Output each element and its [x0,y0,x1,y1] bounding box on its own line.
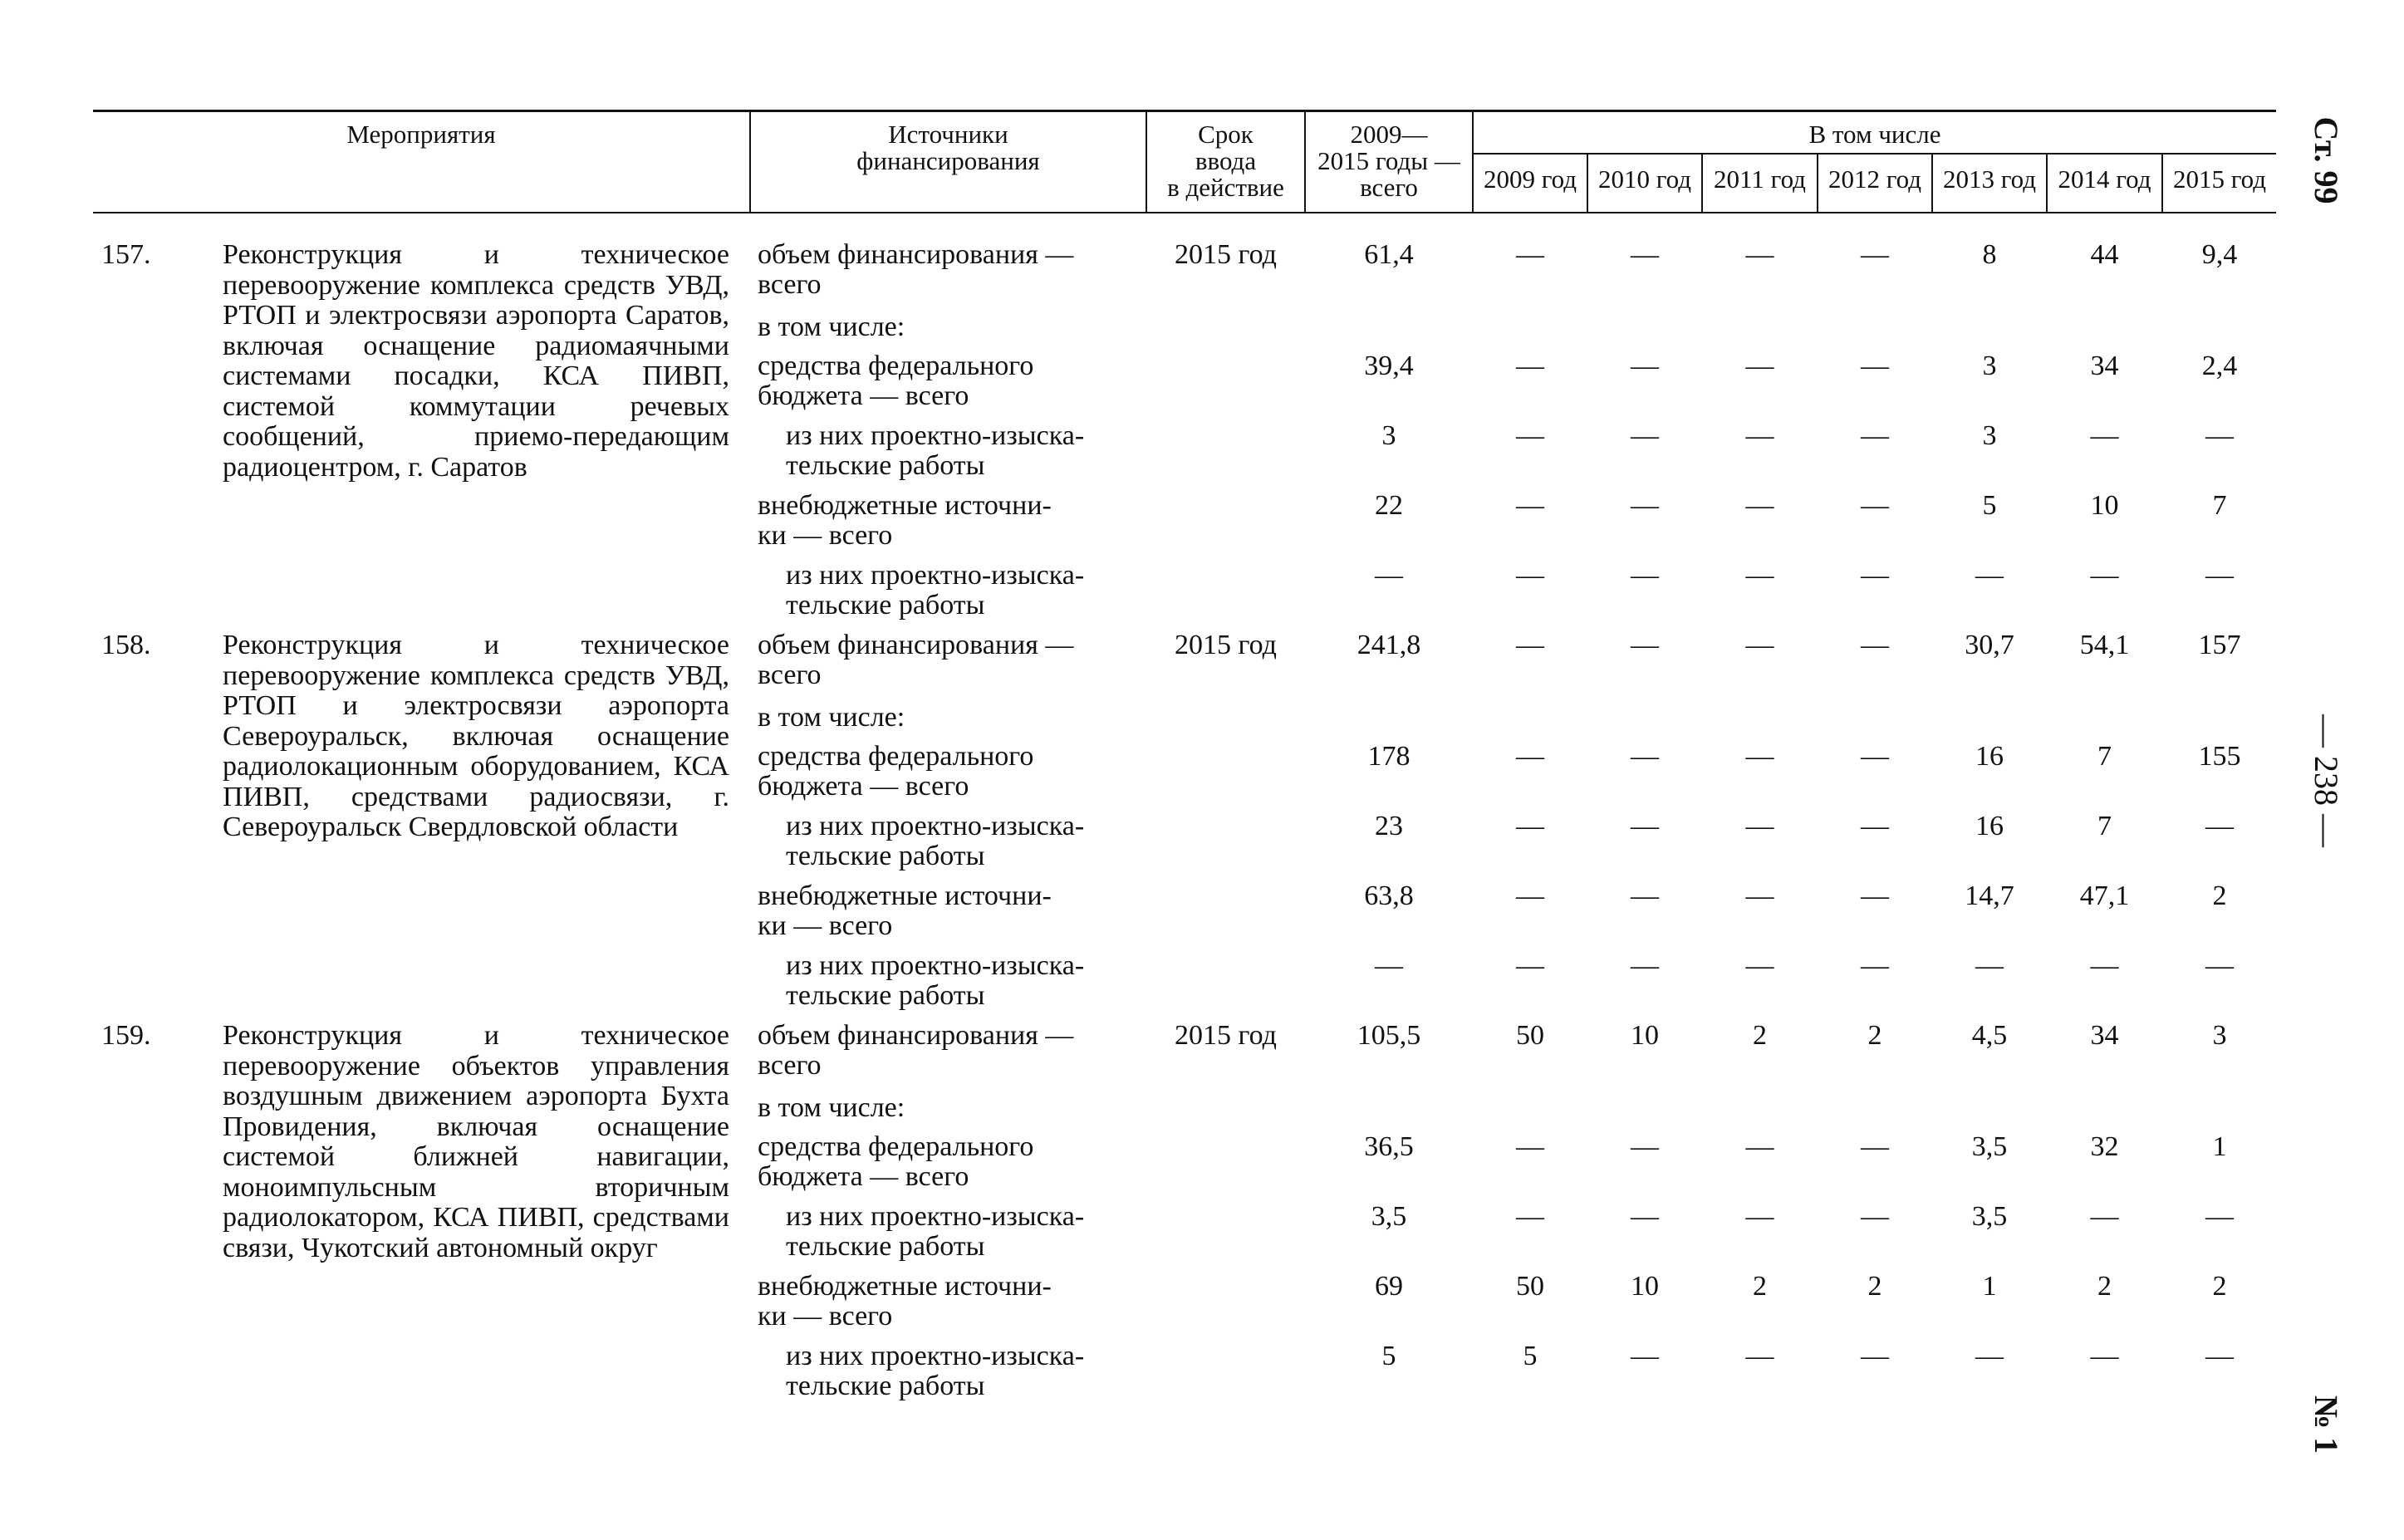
year-cell: 8 [1982,239,1997,270]
source-line: средства федерального [758,741,1034,772]
total-cell: — [1375,950,1403,981]
source-label [758,1021,1127,1081]
year-cell: 30,7 [1965,630,2014,660]
header-bottom-rule [93,212,2276,213]
year-cell: 47,1 [2079,880,2130,911]
year-cell: — [1631,1201,1659,1232]
year-cell: — [1631,1341,1659,1371]
year-cell: — [2205,950,2234,981]
source-label [786,421,1127,481]
year-cell: — [2205,1201,2234,1232]
source-line: в том числе: [758,702,905,733]
total-cell: 63,8 [1364,880,1414,911]
year-cell: — [2090,1201,2119,1232]
year-cell: 2 [2212,1271,2227,1302]
year-cell: 5 [1523,1341,1538,1371]
header-term [1147,121,1304,201]
source-line: тельские работы [786,450,985,481]
year-cell: — [2090,950,2119,981]
year-cell: 2 [2097,1271,2112,1302]
source-line: всего [758,269,822,300]
total-cell: 178 [1367,741,1411,772]
year-cell: — [1516,630,1544,660]
year-cell: — [1631,490,1659,521]
year-cell: — [1631,239,1659,270]
year-cell: 10 [1631,1020,1659,1051]
header-term-line: Срок [1198,120,1254,149]
entry-term: 2015 год [1175,630,1277,660]
year-cell: 7 [2212,490,2227,521]
year-cell: — [1861,1341,1889,1371]
year-cell: — [1745,630,1774,660]
header-year: 2014 год [2058,164,2151,194]
source-label [758,312,1127,342]
year-cell: — [1631,741,1659,772]
year-cell: 2 [1867,1271,1882,1302]
source-label [786,951,1127,1011]
source-line: бюджета — всего [758,380,969,411]
year-cell: — [1516,490,1544,521]
header-total [1306,121,1472,201]
source-label [758,742,1127,802]
year-cell: — [1861,490,1889,521]
entry-number: 159. [101,1020,151,1051]
source-label [758,1132,1127,1192]
source-label [758,630,1127,690]
source-label [758,351,1127,411]
year-cell: 10 [2090,490,2119,521]
source-line: ки — всего [758,1301,893,1332]
source-line: тельские работы [786,980,985,1011]
year-cell: — [1516,239,1544,270]
source-label [758,1093,1127,1123]
source-line: внебюджетные источни- [758,490,1052,521]
source-line: ки — всего [758,520,893,551]
source-line: внебюджетные источни- [758,880,1052,911]
year-cell: — [1631,1131,1659,1162]
header-year: 2011 год [1714,164,1806,194]
source-line: тельские работы [786,590,985,620]
entry-description: Реконструкция и техническое перевооружение комплекса средств УВД, РТОП и электросвязи аэропорта Саратов, включая оснащение радиомаячными системами посадки, КСА ПИВП, системой коммутации речевых сообщений, приемо-передающим радиоцентром, г. Саратов [223,239,729,483]
year-cell: 157 [2198,630,2241,660]
year-cell: 3 [1982,351,1997,381]
year-cell: — [1861,1201,1889,1232]
page-number-label: — 238 — [2308,714,2345,847]
year-cell: — [1861,560,1889,591]
header-term-line: в действие [1167,173,1284,202]
source-line: из них проектно-изыска- [786,1201,1085,1232]
total-cell: 241,8 [1357,630,1421,660]
source-line: тельские работы [786,1371,985,1401]
year-cell: — [1861,420,1889,451]
source-line: объем финансирования — [758,239,1074,270]
year-cell: — [1745,811,1774,841]
year-cell: — [1516,420,1544,451]
year-cell: — [1745,1201,1774,1232]
entry-term: 2015 год [1175,1020,1277,1051]
year-cell: — [1745,880,1774,911]
header-total-line: 2015 годы — [1317,146,1460,175]
year-cell: — [1745,1341,1774,1371]
source-line: из них проектно-изыска- [786,560,1085,591]
year-cell: 1 [1982,1271,1997,1302]
year-cell: — [1745,1131,1774,1162]
source-line: тельские работы [786,841,985,871]
source-line: в том числе: [758,311,905,342]
year-cell: 50 [1516,1020,1544,1051]
source-label [758,1272,1127,1332]
year-cell: — [1745,420,1774,451]
year-cell: 5 [1982,490,1997,521]
year-cell: — [1516,1131,1544,1162]
page-section-label: Ст. 99 [2308,116,2345,204]
header-sources-line: Источники [888,120,1008,149]
year-cell: — [1631,630,1659,660]
entry-number: 158. [101,630,151,660]
year-cell: — [1516,1201,1544,1232]
source-label [786,812,1127,871]
source-line: ки — всего [758,910,893,941]
total-cell: 3,5 [1371,1201,1407,1232]
source-line: средства федерального [758,351,1034,381]
year-cell: 2,4 [2201,351,2238,381]
year-cell: 54,1 [2079,630,2130,660]
year-cell: 2 [1753,1271,1767,1302]
source-line: внебюджетные источни- [758,1271,1052,1302]
header-year: 2009 год [1483,164,1577,194]
year-cell: — [1745,490,1774,521]
year-cell: 34 [2090,351,2119,381]
source-line: тельские работы [786,1231,985,1262]
total-cell: — [1375,560,1403,591]
header-including: В том числе [1808,120,1941,149]
year-cell: 16 [1975,811,2004,841]
header-sources [751,121,1146,174]
year-cell: — [1861,239,1889,270]
header-sources-line: финансирования [856,146,1040,175]
source-label [786,1202,1127,1262]
year-cell: — [1975,560,2004,591]
year-cell: — [1631,880,1659,911]
header-year: 2012 год [1828,164,1922,194]
year-cell: — [2090,1341,2119,1371]
source-line: всего [758,1050,822,1081]
year-cell: — [1516,560,1544,591]
source-line: всего [758,660,822,690]
entry-term: 2015 год [1175,239,1277,270]
total-cell: 39,4 [1364,351,1414,381]
subheader-rule [1472,153,2276,154]
header-year: 2015 год [2172,164,2267,194]
year-cell: — [1745,741,1774,772]
year-cell: — [1861,351,1889,381]
header-year: 2013 год [1942,164,2037,194]
total-cell: 22 [1375,490,1403,521]
year-cell: — [1861,950,1889,981]
header-total-line: 2009— [1350,120,1428,149]
year-cell: — [1861,811,1889,841]
year-cell: — [1861,880,1889,911]
year-cell: 50 [1516,1271,1544,1302]
year-cell: — [2205,1341,2234,1371]
year-cell: 3,5 [1971,1201,2008,1232]
year-cell: — [1631,950,1659,981]
source-label [758,881,1127,941]
year-cell: — [1861,741,1889,772]
year-cell: — [2205,420,2234,451]
entry-description: Реконструкция и техническое перевооружение комплекса средств УВД, РТОП и электросвязи аэропорта Североуральск, включая оснащение радиолокационным оборудованием, КСА ПИВП, средствами радиосвязи, г. Североуральск Свердловской области [223,630,729,842]
year-cell: — [1631,811,1659,841]
year-cell: 7 [2097,741,2112,772]
table-top-rule [93,110,2276,112]
source-line: из них проектно-изыска- [786,950,1085,981]
year-cell: — [1631,351,1659,381]
year-cell: — [1745,950,1774,981]
entry-description: Реконструкция и техническое перевооружение объектов управления воздушным движением аэропорта Бухта Провидения, включая оснащение системой ближней навигации, моноимпульсным вторичным радиолокатором, КСА ПИВП, средствами связи, Чукотский автономный округ [223,1020,729,1263]
source-label [786,561,1127,620]
source-line: объем финансирования — [758,630,1074,660]
year-cell: — [2205,560,2234,591]
source-label [758,703,1127,733]
source-label [786,1341,1127,1401]
year-cell: — [1861,1131,1889,1162]
source-line: из них проектно-изыска- [786,420,1085,451]
year-cell: — [1631,560,1659,591]
entry-number: 157. [101,239,151,270]
year-cell: 2 [2212,880,2227,911]
source-label [758,240,1127,300]
source-line: в том числе: [758,1092,905,1123]
year-cell: 2 [1867,1020,1882,1051]
year-cell: 34 [2090,1020,2119,1051]
year-cell: — [1745,239,1774,270]
year-cell: 4,5 [1971,1020,2008,1051]
year-cell: — [2090,420,2119,451]
issue-label: № 1 [2308,1395,2345,1454]
year-cell: 3 [1982,420,1997,451]
year-cell: 16 [1975,741,2004,772]
year-cell: — [2090,560,2119,591]
year-cell: 32 [2090,1131,2119,1162]
source-line: объем финансирования — [758,1020,1074,1051]
year-cell: 155 [2198,741,2241,772]
year-cell: 9,4 [2201,239,2238,270]
year-cell: 14,7 [1965,880,2014,911]
year-cell: 7 [2097,811,2112,841]
total-cell: 105,5 [1357,1020,1421,1051]
year-cell: 2 [1753,1020,1767,1051]
year-cell: 1 [2212,1131,2227,1162]
year-cell: — [1516,950,1544,981]
header-term-line: ввода [1195,146,1257,175]
year-cell: — [1861,630,1889,660]
year-cell: — [2205,811,2234,841]
source-line: бюджета — всего [758,771,969,802]
year-cell: — [1975,1341,2004,1371]
year-cell: — [1516,880,1544,911]
source-line: средства федерального [758,1131,1034,1162]
year-cell: 3,5 [1971,1131,2008,1162]
total-cell: 5 [1381,1341,1396,1371]
header-measures: Мероприятия [346,120,496,149]
year-cell: 44 [2090,239,2119,270]
header-total-line: всего [1360,173,1418,202]
source-line: из них проектно-изыска- [786,1341,1085,1371]
source-label [758,491,1127,551]
year-cell: — [1745,351,1774,381]
source-line: из них проектно-изыска- [786,811,1085,841]
year-cell: — [1516,741,1544,772]
year-cell: — [1516,811,1544,841]
total-cell: 36,5 [1364,1131,1414,1162]
total-cell: 61,4 [1364,239,1414,270]
total-cell: 3 [1381,420,1396,451]
year-cell: — [1745,560,1774,591]
year-cell: — [1516,351,1544,381]
year-cell: — [1631,420,1659,451]
year-cell: 3 [2212,1020,2227,1051]
total-cell: 69 [1375,1271,1403,1302]
source-line: бюджета — всего [758,1161,969,1192]
header-year: 2010 год [1597,164,1692,194]
year-cell: 10 [1631,1271,1659,1302]
total-cell: 23 [1375,811,1403,841]
year-cell: — [1975,950,2004,981]
